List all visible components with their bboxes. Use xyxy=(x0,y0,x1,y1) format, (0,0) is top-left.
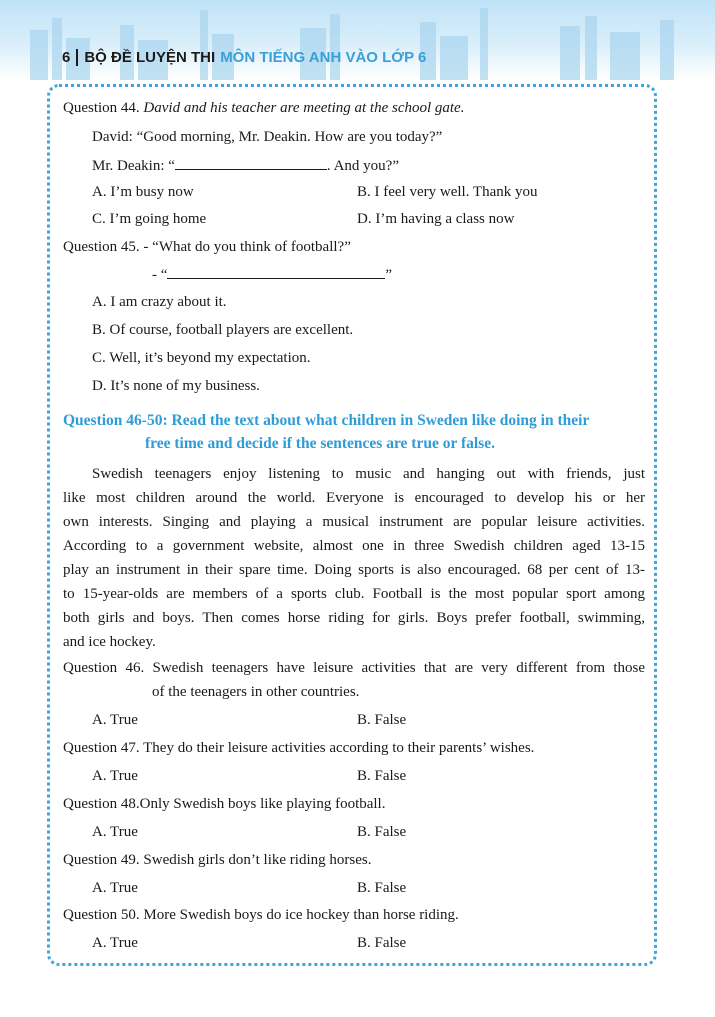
option-49-a: A. True xyxy=(92,880,138,896)
section-title-line-2: free time and decide if the sentences are true or false. xyxy=(145,435,495,452)
passage-line-2: like most children around the world. Everyone is encouraged to develop his or her xyxy=(63,490,645,506)
answer-blank xyxy=(167,265,385,279)
book-title: BỘ ĐỀ LUYỆN THI xyxy=(84,48,216,66)
option-45-c: C. Well, it’s beyond my expectation. xyxy=(92,350,311,366)
option-44-a: A. I’m busy now xyxy=(92,184,194,200)
question-46-line-2: of the teenagers in other countries. xyxy=(152,684,360,700)
option-45-a: A. I am crazy about it. xyxy=(92,294,227,310)
option-46-a: A. True xyxy=(92,712,138,728)
question-44-dialogue-2-start: Mr. Deakin: “ xyxy=(92,158,175,174)
option-44-b: B. I feel very well. Thank you xyxy=(357,184,538,200)
option-48-a: A. True xyxy=(92,824,138,840)
question-44 xyxy=(63,98,464,118)
option-49-b: B. False xyxy=(357,880,407,896)
option-46-b: B. False xyxy=(357,712,407,728)
passage-line-4: According to a government website, almost one in three Swedish children aged 13-15 xyxy=(63,538,645,554)
passage-line-3: own interests. Singing and playing a musical instrument are popular leisure activities. xyxy=(63,514,645,530)
option-47-a: A. True xyxy=(92,768,138,784)
option-50-a: A. True xyxy=(92,935,138,951)
question-46-line-1: Question 46. Swedish teenagers have leisure activities that are very different from those xyxy=(63,660,645,676)
option-50-b: B. False xyxy=(357,935,407,951)
passage-line-5: play an instrument in their spare time. Doing sports is also encouraged. 68 per cent of 13- xyxy=(63,562,645,578)
header-divider xyxy=(76,49,78,66)
question-44-dialogue-2 xyxy=(92,156,399,176)
option-47-b: B. False xyxy=(357,768,407,784)
option-48-b: B. False xyxy=(357,824,407,840)
question-50: Question 50. More Swedish boys do ice hockey than horse riding. xyxy=(63,907,459,923)
question-45-reply-start: - “ xyxy=(152,267,168,283)
answer-blank xyxy=(175,156,327,170)
question-44-prompt: David and his teacher are meeting at the school gate. xyxy=(143,100,465,116)
section-title-line-1: Question 46-50: Read the text about what children in Sweden like doing in their xyxy=(63,412,590,429)
question-48: Question 48.Only Swedish boys like playing football. xyxy=(63,796,386,812)
page-number: 6 xyxy=(62,48,71,66)
question-45-reply-end: ” xyxy=(385,267,393,283)
question-45-reply xyxy=(152,265,392,285)
option-45-b: B. Of course, football players are excellent. xyxy=(92,322,354,338)
question-44-label: Question 44. xyxy=(63,100,140,116)
subject-title: MÔN TIẾNG ANH VÀO LỚP 6 xyxy=(220,48,427,66)
question-45-prompt: - “What do you think of football?” xyxy=(143,239,351,255)
option-44-c: C. I’m going home xyxy=(92,211,207,227)
question-44-dialogue-2-end: . And you?” xyxy=(326,158,399,174)
passage-line-6: to 15-year-olds are members of a sports club. Football is the most popular sport among xyxy=(63,586,645,602)
option-45-d: D. It’s none of my business. xyxy=(92,378,260,394)
passage-line-8: and ice hockey. xyxy=(63,634,156,650)
question-49: Question 49. Swedish girls don’t like riding horses. xyxy=(63,852,372,868)
page-header xyxy=(62,44,426,70)
option-44-d: D. I’m having a class now xyxy=(357,211,515,227)
passage-line-7: both girls and boys. Then comes horse riding for girls. Boys prefer football, swimming, xyxy=(63,610,645,626)
question-47: Question 47. They do their leisure activities according to their parents’ wishes. xyxy=(63,740,535,756)
question-45-label: Question 45. xyxy=(63,239,140,255)
passage-line-1: Swedish teenagers enjoy listening to music and hanging out with friends, just xyxy=(92,466,645,482)
question-45 xyxy=(63,237,351,257)
question-44-dialogue-1: David: “Good morning, Mr. Deakin. How are you today?” xyxy=(92,129,443,145)
